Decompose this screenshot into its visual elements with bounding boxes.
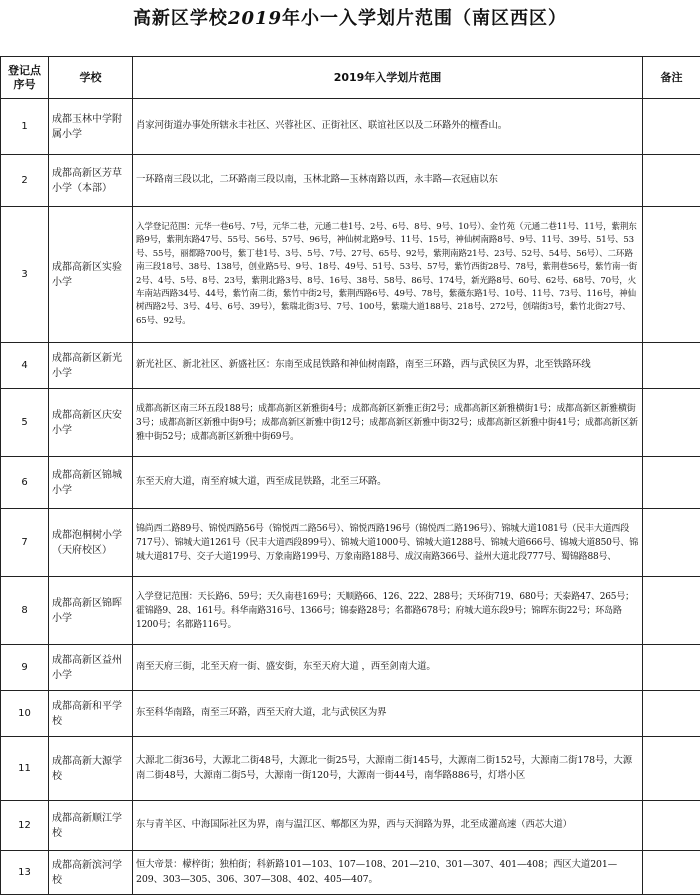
page-title <box>0 4 700 30</box>
row-school: 成都高新区新光小学 <box>49 343 133 389</box>
row-scope: 锦尚西二路89号、锦悦西路56号（锦悦西二路56号）、锦悦西路196号（锦悦西二路196号）、锦城大道1081号（民丰大道西段717号）、锦城大道1261号（民丰大道西段899号）、锦城大道1000号、锦城大道1288号、锦城大道666号、锦城大道850号、锦城大道817号、交子大道199号、万象南路199号、万象南路188号、成汉南路366号、益州大道北段777号、蜀锦路88号、 <box>133 509 643 577</box>
header-school: 学校 <box>49 57 133 99</box>
row-num: 9 <box>1 645 49 691</box>
row-scope: 南至天府三街，北至天府一街、盛安街，东至天府大道 ，西至剑南大道。 <box>133 645 643 691</box>
header-scope: 2019年入学划片范围 <box>133 57 643 99</box>
table-row <box>1 207 700 343</box>
row-school: 成都高新区芳草小学（本部） <box>49 155 133 207</box>
table-row <box>1 343 700 389</box>
table-header-row <box>1 57 700 99</box>
row-note <box>643 207 700 343</box>
row-school: 成都高新和平学校 <box>49 691 133 737</box>
title-prefix: 高新区学校 <box>133 8 228 29</box>
row-num: 4 <box>1 343 49 389</box>
row-school: 成都高新区锦晖小学 <box>49 577 133 645</box>
table-row <box>1 691 700 737</box>
table-row <box>1 577 700 645</box>
row-num: 6 <box>1 457 49 509</box>
title-year: 2019 <box>228 8 282 29</box>
row-num: 8 <box>1 577 49 645</box>
table-row <box>1 99 700 155</box>
row-school: 成都高新区锦城小学 <box>49 457 133 509</box>
row-note <box>643 801 700 851</box>
row-note <box>643 389 700 457</box>
table-row <box>1 737 700 801</box>
header-note: 备注 <box>643 57 700 99</box>
row-scope: 大源北二街36号，大源北二街48号，大源北一街25号，大源南二街145号，大源南二街152号，大源南二街178号，大源南二街48号，大源南二街5号，大源南一街120号，大源南一街44号，南华路886号，灯塔小区 <box>133 737 643 801</box>
row-scope: 新光社区、新北社区、新盛社区：东南至成昆铁路和神仙树南路，南至三环路，西与武侯区为界，北至铁路环线 <box>133 343 643 389</box>
table-row <box>1 645 700 691</box>
row-num: 13 <box>1 851 49 895</box>
row-num: 1 <box>1 99 49 155</box>
table-row <box>1 155 700 207</box>
table-row <box>1 457 700 509</box>
row-scope: 东至天府大道，南至府城大道，西至成昆铁路，北至三环路。 <box>133 457 643 509</box>
row-num: 10 <box>1 691 49 737</box>
row-scope: 成都高新区南三环五段188号；成都高新区新雅街4号；成都高新区新雅正街2号；成都高新区新雅横街1号；成都高新区新雅横街3号；成都高新区新雅中街9号；成都高新区新雅中街12号；成都高新区新雅中街32号；成都高新区新雅中街41号；成都高新区新雅中街52号；成都高新区新雅中街69号。 <box>133 389 643 457</box>
row-scope: 恒大帝景：檬梓街；独柏街；科新路101—103、107—108、201—210、301—307、401—408；西区大道201—209、303—305、306、307—308、402、405—407。 <box>133 851 643 895</box>
row-school: 成都高新大源学校 <box>49 737 133 801</box>
row-note <box>643 691 700 737</box>
title-suffix: 年小一入学划片范围（南区西区） <box>282 8 567 29</box>
table-row <box>1 389 700 457</box>
header-num: 登记点 序号 <box>1 57 49 99</box>
row-num: 11 <box>1 737 49 801</box>
row-scope: 一环路南三段以北，二环路南三段以南，玉林北路—玉林南路以西，永丰路—衣冠庙以东 <box>133 155 643 207</box>
row-school: 成都高新区益州小学 <box>49 645 133 691</box>
row-scope: 东与青羊区、中海国际社区为界，南与温江区、郫都区为界，西与天润路为界，北至成灌高速（西芯大道） <box>133 801 643 851</box>
row-school: 成都高新滨河学校 <box>49 851 133 895</box>
row-note <box>643 155 700 207</box>
row-note <box>643 577 700 645</box>
enrollment-table <box>0 56 700 895</box>
row-note <box>643 737 700 801</box>
row-num: 7 <box>1 509 49 577</box>
row-num: 5 <box>1 389 49 457</box>
row-note <box>643 343 700 389</box>
row-num: 3 <box>1 207 49 343</box>
row-note <box>643 509 700 577</box>
row-num: 12 <box>1 801 49 851</box>
row-school: 成都高新区实验小学 <box>49 207 133 343</box>
row-note <box>643 457 700 509</box>
row-school: 成都泡桐树小学（天府校区） <box>49 509 133 577</box>
row-school: 成都玉林中学附属小学 <box>49 99 133 155</box>
row-scope: 东至科华南路，南至三环路，西至天府大道，北与武侯区为界 <box>133 691 643 737</box>
row-note <box>643 99 700 155</box>
row-school: 成都高新区庆安小学 <box>49 389 133 457</box>
row-scope: 入学登记范围：元华一巷6号、7号，元华二巷，元通二巷1号、2号、6号、8号、9号、10号）、金竹苑（元通二巷11号、11号，紫荆东路9号，紫荆东路47号、55号、56号、57号、96号，神仙树北路9号、11号、15号，神仙树南路8号、9号、11号、39号、51号、53号、55号，丽都路700号，紫丁巷1号、3号、5号、7号、27号、65号、92号，紫荆南路21号、23号、52号、54号、56号）、二环路南三段18号、38号、138号，创业路5号、9号、18号、49号、51号、53号、57号，紫竹西街28号、78号，紫荆巷56号，紫竹南一街2号、4号、5号、8号、23号，紫荆北路3号、8号、16号、38号、58号、86号、174号，新光路8号、60号、62号、68号、70号，火车南站西路34号、44号，紫竹南二街，紫竹中街2号，紫荆西路6号、49号、78号，紫薇东路1号、10号、11号、73号、116号，神仙树西路2号、3号、4号、6号、39号），紫瑞北街3号、7号、100号，紫瑞大道188号、218号、272号，创瑞街3号，紫竹北街27号、65号、92号。 <box>133 207 643 343</box>
row-num: 2 <box>1 155 49 207</box>
row-note <box>643 645 700 691</box>
table-row <box>1 509 700 577</box>
row-scope: 肖家河街道办事处所辖永丰社区、兴蓉社区、正街社区、联谊社区以及二环路外的檀香山。 <box>133 99 643 155</box>
row-scope: 入学登记范围：天长路6、59号；天久南巷169号；天顺路66、126、222、288号；天环街719、680号；天泰路47、265号；霍锦路9、28、161号。科华南路316号、1366号；锦泰路28号；名都路678号；府城大道东段9号；锦晖东街22号；环岛路1200号；名都路116号。 <box>133 577 643 645</box>
row-school: 成都高新顺江学校 <box>49 801 133 851</box>
table-row <box>1 801 700 851</box>
